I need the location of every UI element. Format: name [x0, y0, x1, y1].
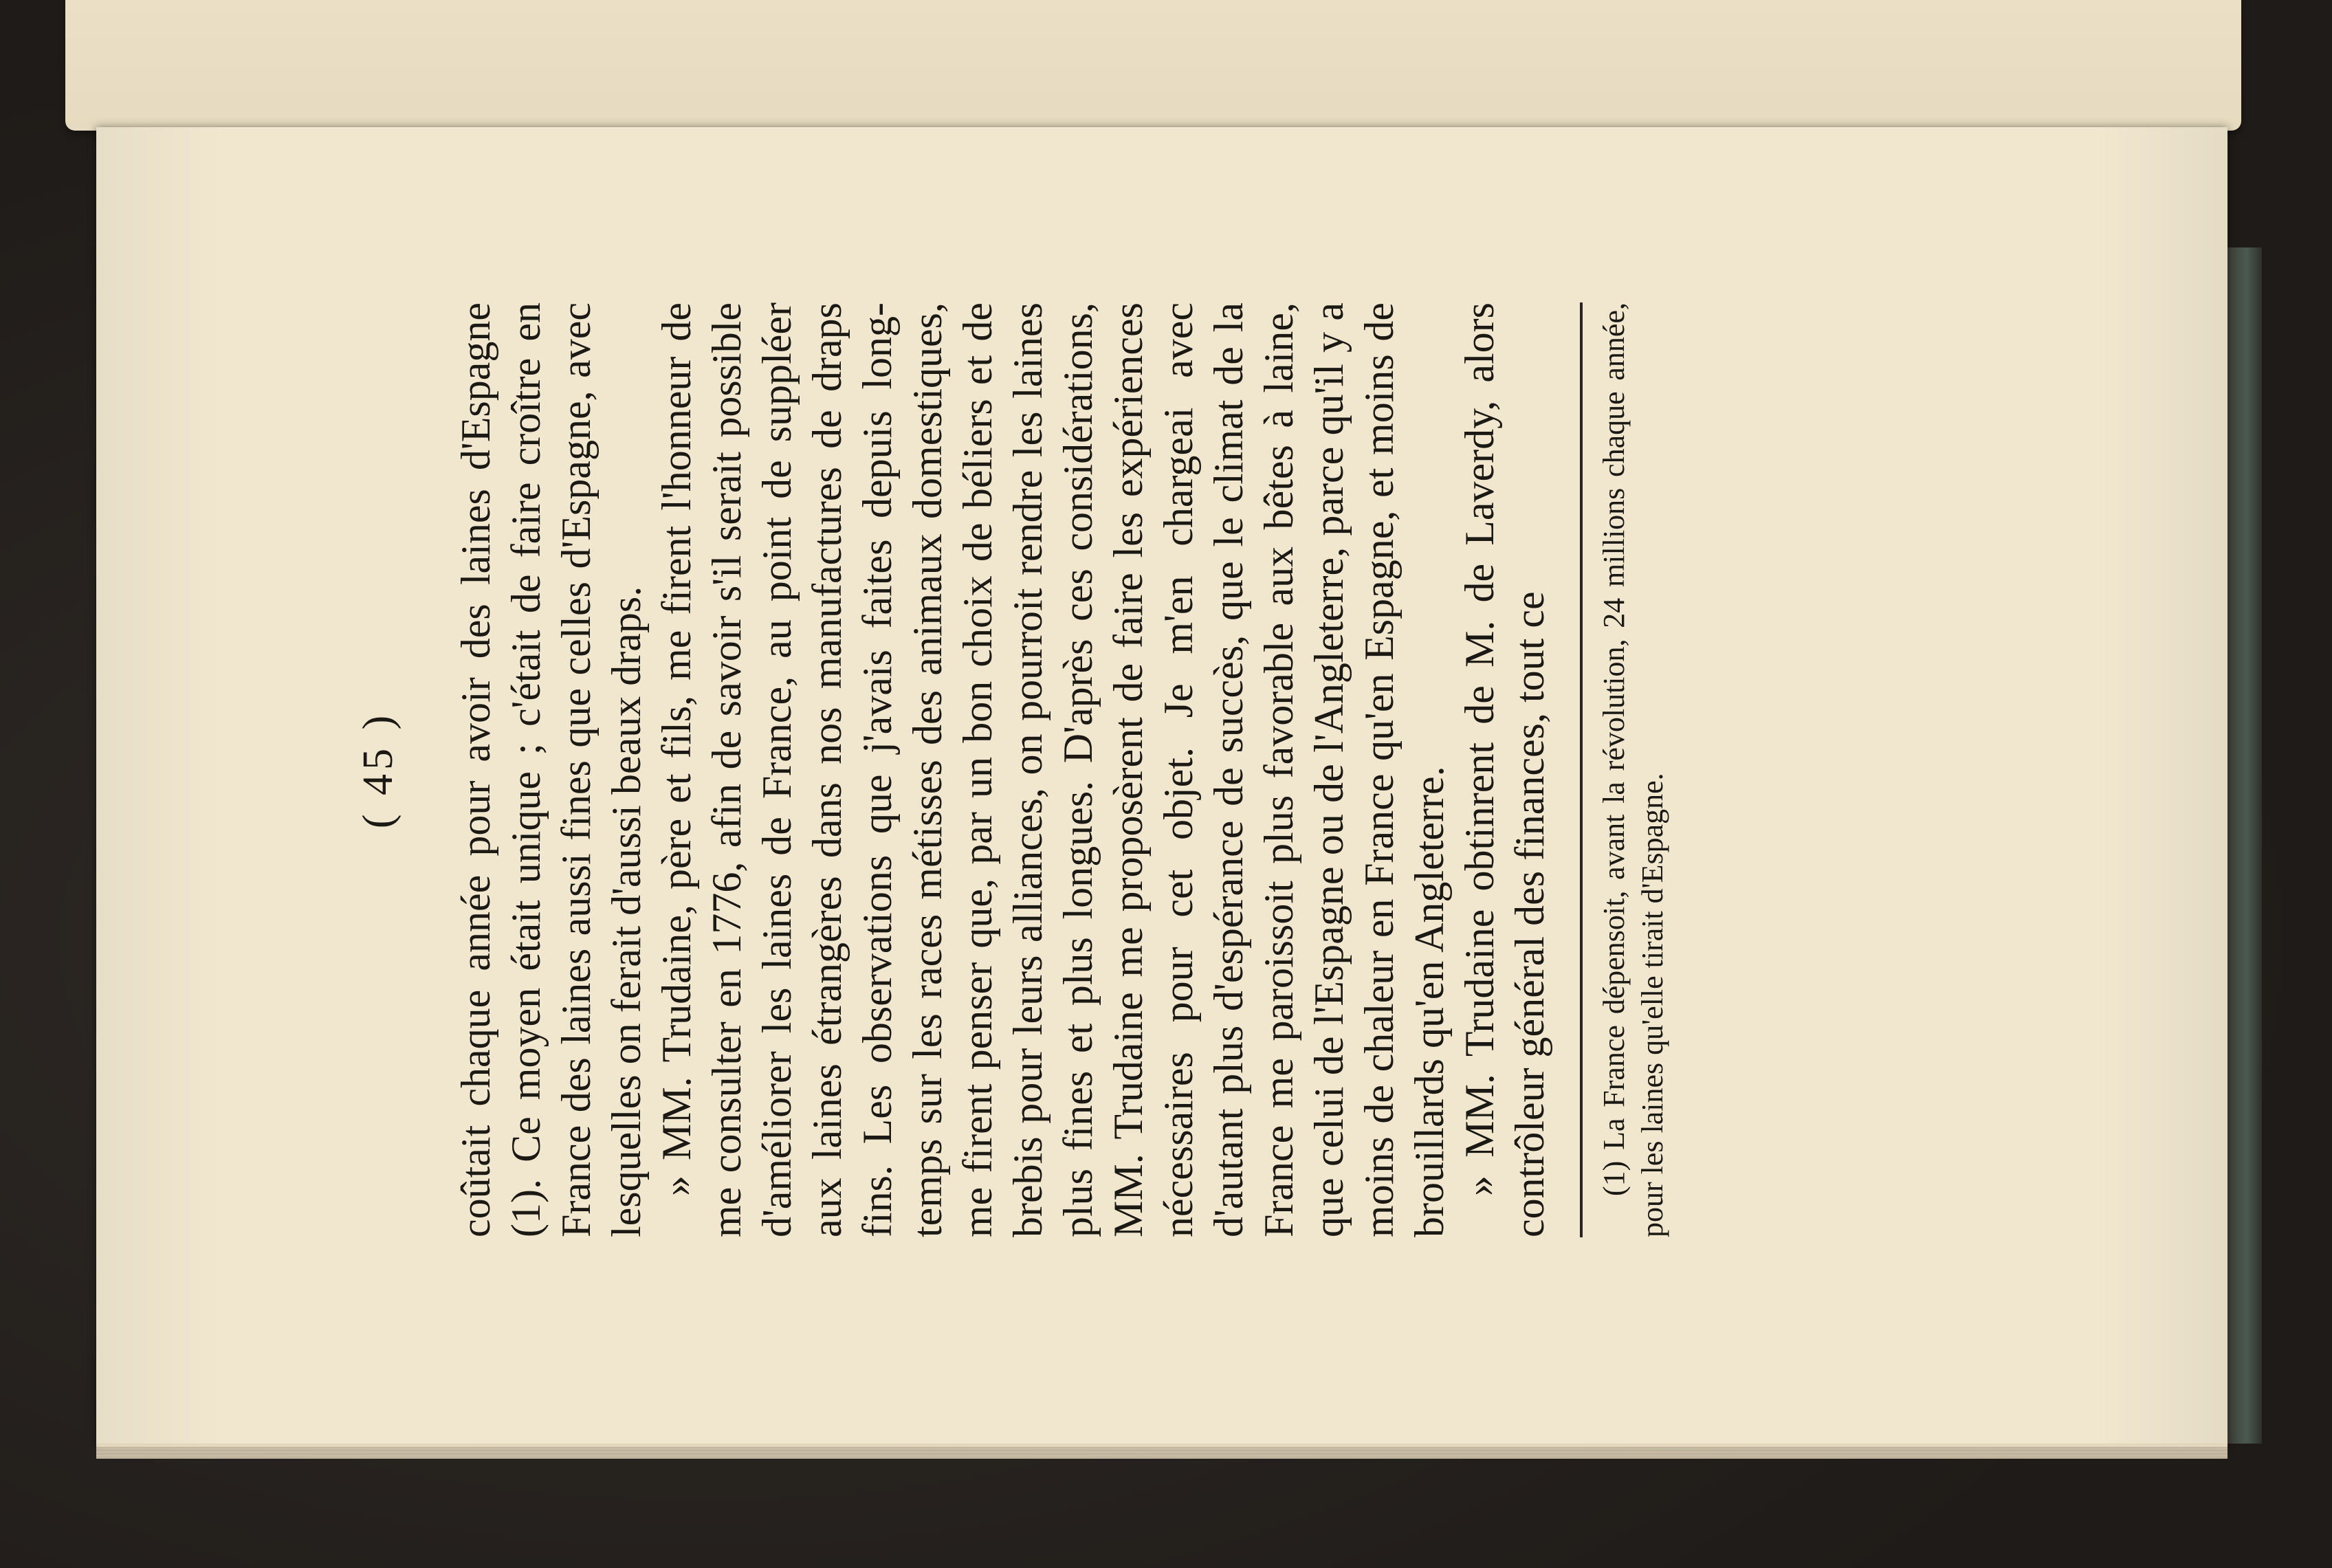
- body-text: [451, 302, 1555, 1237]
- page-stack-edge: [96, 1444, 2228, 1459]
- footnote-rule: [1580, 302, 1583, 1237]
- paragraph-1: coûtait chaque année pour avoir des laines d'Espagne (1). Ce moyen était unique ; c'était de faire croître en France des laines aussi fines que celles d'Espagne, avec lesquelles on ferait d'aussi beaux draps.: [453, 302, 649, 1237]
- paragraph-2: » MM. Trudaine, père et fils, me firent l'honneur de me consulter en 1776, afin de savoir s'il serait possible d'améliorer les laines de France, au point de suppléer aux laines étrangères dans nos manufactures de draps fins. Les observations que j'avais faites depuis long-temps sur les races métisses des animaux domestiques, me firent penser que, par un bon choix de béliers et de brebis pour leurs alliances, on pourroit rendre les laines plus fines et plus longues. D'après ces considérations, MM. Trudaine me proposèrent de faire les expériences nécessaires pour cet objet. Je m'en chargeai avec d'autant plus d'espérance de succès, que le climat de la France me paroissoit plus favorable aux bêtes à laine, que celui de l'Espagne ou de l'Angleterre, parce qu'il y a moins de chaleur en France qu'en Espagne, et moins de brouillards qu'en Angleterre.: [654, 302, 1452, 1237]
- page-text-block: [354, 275, 1908, 1265]
- previous-page-edge: [65, 0, 2241, 131]
- page-number: ( 45 ): [355, 711, 402, 829]
- footnote: (1) La France dépensoit, avant la révolution, 24 millions chaque année, pour les laines qu'elle tirait d'Espagne.: [1597, 302, 1669, 1237]
- book-spine: [2224, 247, 2262, 1444]
- paragraph-3: » MM. Trudaine obtinrent de M. de Laverdy, alors contrôleur général des finances, tout ce: [1457, 302, 1552, 1237]
